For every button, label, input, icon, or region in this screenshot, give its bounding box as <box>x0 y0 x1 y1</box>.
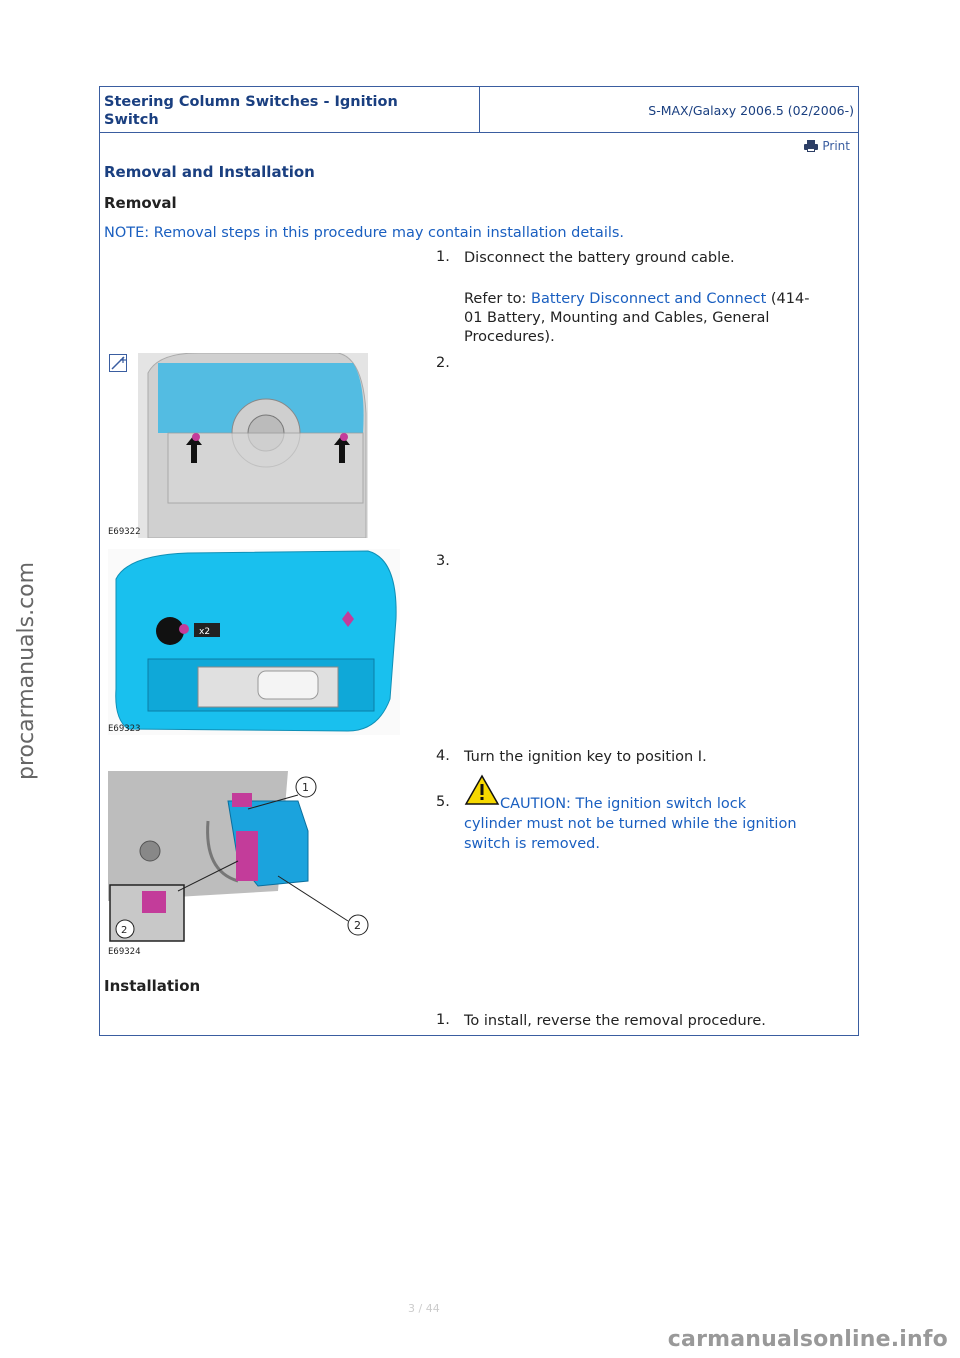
callout-x2: x2 <box>199 627 211 637</box>
battery-disconnect-link[interactable]: Battery Disconnect and Connect <box>531 291 767 307</box>
figure-code: E69323 <box>108 724 141 734</box>
step-2-number: 2. <box>436 355 450 371</box>
callout-2: 1 <box>302 781 309 794</box>
figure-code: E69324 <box>108 947 141 957</box>
step-3-number: 3. <box>436 553 450 569</box>
removal-note: NOTE: Removal steps in this procedure may contain installation details. <box>104 225 625 241</box>
step-1-reference: Refer to: Battery Disconnect and Connect (414- 01 Battery, Mounting and Cables, General Procedures). <box>464 291 810 345</box>
watermark-procarmanuals: procarmanuals.com <box>14 561 39 780</box>
step-4-number: 4. <box>436 748 450 764</box>
figure-steering-cover <box>138 353 368 538</box>
page-number: 3 / 44 <box>408 1302 440 1315</box>
step-1-text: Disconnect the battery ground cable. <box>464 250 735 266</box>
printer-icon <box>804 140 818 152</box>
callout-2-inset: 2 <box>121 925 128 936</box>
zoom-icon[interactable] <box>109 354 127 372</box>
step-5-number: 5. <box>436 794 450 810</box>
figure-ignition-switch <box>108 771 374 951</box>
figure-code: E69322 <box>108 527 141 537</box>
installation-heading: Installation <box>104 977 201 995</box>
section-title: Removal and Installation <box>104 163 315 181</box>
watermark-carmanualsonline: carmanualsonline.info <box>667 1327 948 1352</box>
install-step-1-number: 1. <box>436 1012 450 1028</box>
callout-1: 2 <box>354 919 361 932</box>
print-button[interactable] <box>804 139 850 153</box>
model-label: S-MAX/Galaxy 2006.5 (02/2006-) <box>648 103 854 118</box>
removal-heading: Removal <box>104 194 177 212</box>
header <box>100 87 858 133</box>
header-divider <box>479 87 480 133</box>
print-label: Print <box>822 139 850 153</box>
page-title: Steering Column Switches - Ignition Switch <box>104 94 398 128</box>
step-1-number: 1. <box>436 249 450 265</box>
step-4-text: Turn the ignition key to position I. <box>464 749 707 765</box>
document-frame <box>99 86 859 1036</box>
figure-lower-shroud <box>108 549 400 735</box>
step-5-caution: CAUTION: The ignition switch lock cylinder must not be turned while the ignition switch is removed. <box>464 796 797 852</box>
install-step-1-text: To install, reverse the removal procedure. <box>464 1013 766 1029</box>
